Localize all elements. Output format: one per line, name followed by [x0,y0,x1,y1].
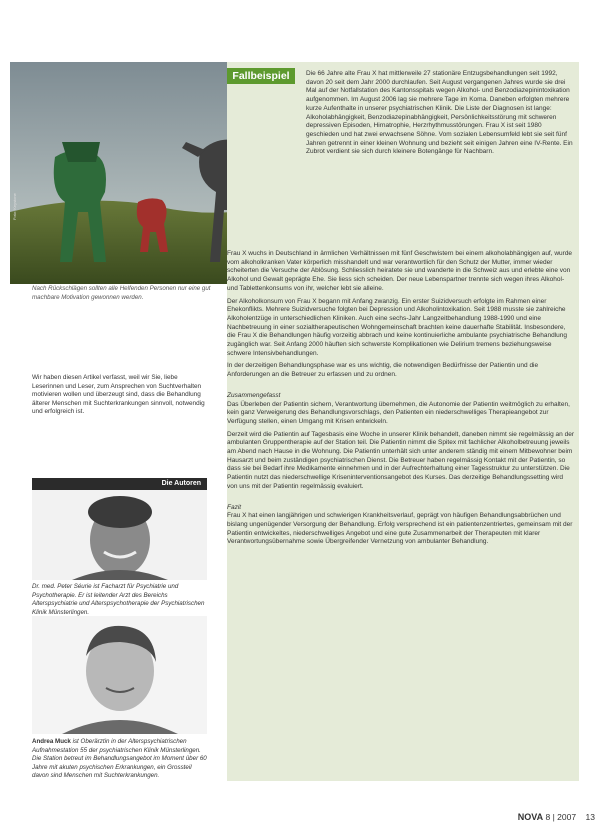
case-paragraph-4: Das Überleben der Patientin sichern, Verantwortung übernehmen, die Autonomie der Patientin weitmöglich zu erhalten, kein ganz Verweigerung des Behandlungsvorschlags, den Patienten ein niederschwelliges Therapieangebot zur Verfügung stellen, einen Umgang mit Krisen entwickeln. [227,400,570,425]
page-footer [450,812,595,822]
page-number: 13 [585,812,595,822]
case-paragraph-1: Frau X wuchs in Deutschland in ärmlichen Verhältnissen mit fünf Geschwistern bei einem alkoholabhängigen auf, wurde vom alkoholkranken Vater körperlich misshandelt und war verantwortlich für den Schutz der Mutter, immer wieder scheiterten die Versuche der Ablösung. Schliesslich heiratete sie und wanderte in die Schweiz aus und erlebte eine von Alkohol und Gewalt geprägte Ehe. Sie liess sich scheiden. Der neue Lebenspartner trennte sich wegen ihres Alkohol- und Tablettenkonsums von ihr, welcher lebt sie alleine. [227,250,573,292]
case-study-label: Fallbeispiel [227,68,295,84]
case-subheading-summary: Zusammengefasst [227,391,281,399]
case-paragraph-3: In der derzeitigen Behandlungsphase war es uns wichtig, die notwendigen Bedürfnisse der Patientin und die Anforderungen an die Betreuer zu erfassen und zu ordnen. [227,362,539,379]
case-top-text: Die 66 Jahre alte Frau X hat mittlerweile 27 stationäre Entzugsbehandlungen seit 1992, davon 20 seit dem Jahr 2000 durchlaufen. Seit August vergangenen Jahres wurde sie drei Mal auf der Notfallstation des Kantonsspitals wegen Alkohol- und Benzodiazepinintoxikation aufgenommen. Im August 2006 lag sie mehrere Tage im Koma. Daneben erfolgten mehrere kurze Aufenthalte in unserer psychiatrischen Klinik. Die Liste der Diagnosen ist lange: Alkoholabhängigkeit, Benzodiazepinabhängigkeit, Persönlichkeitsstörung mit schweren depressiven Episoden, Hirnatrophie, Herzrhythmusstörungen. Frau X ist seit 1980 geschieden und hat zwei erwachsene Söhne. Vom sozialen Lebensumfeld lebt sie seit fünf Jahren getrennt in einer kleinen Wohnung und bezieht seit einigen Jahren eine IV-Rente. Ein Zubrot verdient sie sich durch kleinere Botengänge für Nachbarn. [306,70,573,156]
author-2-photo [32,616,207,734]
author-1-photo [32,490,207,580]
case-subheading-conclusion: Fazit [227,503,242,511]
author-1-bio [32,583,207,617]
magazine-name: NOVA [517,812,544,822]
photo-credit: Foto: Keystone [12,193,17,220]
case-top-column [306,70,574,161]
case-paragraph-6: Frau X hat einen langjährigen und schwierigen Krankheitsverlauf, geprägt von häufigen Behandlungsabbrüchen und bislang ungenügender Versorgung der Behandlung. Erfolg versprechend ist ein patientenzentriertes, gemeinsam mit der Patientin entwickeltes, niederschwelliges Angebot und eine gute Zusammenarbeit der Therapeuten mit klarer Verantwortungsübernahme sowie Übergreifender Vernetzung von ambulanter Behandlung. [227,512,573,546]
author-2-bio [32,738,207,781]
intro-text: Wir haben diesen Artikel verfasst, weil wir Sie, liebe Leserinnen und Leser, zum Ansprechen von Suchtverhalten motivieren wollen und überzeugt sind, dass die Behandlung älterer Menschen mit Suchterkrankungen sinnvoll, notwendig und erfolgreich ist. [32,374,205,416]
author-1-name: Dr. med. Peter Séurie [32,583,92,590]
author-2-text: ist Oberärztin in der Alterspsychiatrischen Aufnahmestation 55 der psychiatrischen Klinik Münsterlingen. Die Station betreut im Behandlungsangebot im Moment über 60 Jahre mit akuten psychischen Erkrankungen, ein Grossteil davon sind Menschen mit Suchterkrankungen. [32,738,207,780]
case-paragraph-2: Der Alkoholkonsum von Frau X begann mit Anfang zwanzig. Ein erster Suizidversuch erfolgte im Rahmen einer Ehekonflikts. Mehrere Suizidversuche folgten bei Depression und Alkoholintoxikation. Seit 1988 musste sie zahlreiche Alkoholentzüge in unterschiedlichen Kliniken. Auch eine sechs-Jahr Langzeitbehandlung 1988-1990 und eine Nachbetreuung in einer sozialtherapeutischen Wohngemeinschaft brachten keine dauerhafte Stabilität. Insbesondere, die Frau X die Behandlungen häufig vorzeitig abbrach und keine kontinuierliche ambulante psychiatrische Behandlung zugänglich war. Seit Anfang 2000 häuften sich schwerste Komplikationen wie Delirium tremens beziehungsweise schwere Intensivbehandlungen. [227,297,568,357]
case-paragraph-5: Derzeit wird die Patientin auf Tagesbasis eine Woche in unserer Klinik behandelt, daneben nimmt sie regelmässig an der ambulanten Gruppentherapie auf der Station teil. Die Patientin nimmt die Spitex mit fachlicher Alkoholbetreuung jeweils am Abend nach Hause in die Wohnung. Die Patientin unterhält sich unter anderem ständig mit einem Mitbewohner beim Hausarzt und beim zuständigen psychiatrischen Dienst. Die Betreuer haben regelmässig Kontakt mit der Patientin, so dass sie bei Bedarf ihre Medikamente einnehmen und in der Aufrechterhaltung einer Tagesstruktur zu unterstützen. Die Patientin nutzt das niederschwellige Kriseninterventionsangebot des Kurses. Das derzeitige Behandlungssetting wird von uns mit der Patientin regelmässig evaluiert. [227,430,574,490]
issue-number: 8 | 2007 [545,812,577,822]
authors-heading: Die Autoren [32,478,207,490]
intro-paragraph [32,374,207,417]
author-2-name: Andrea Muck [32,738,71,745]
case-main-column [227,250,575,551]
photo-caption: Nach Rückschlägen sollten alle Helfenden Personen nur eine gut machbare Motivation gewonnen werden. [32,285,211,301]
author-1-text: ist Facharzt für Psychiatrie und Psychotherapie. Er ist leitender Arzt des Bereichs Alterspsychiatrie und Alterspsychotherapie der Psychiatrischen Klinik Münsterlingen. [32,583,205,616]
